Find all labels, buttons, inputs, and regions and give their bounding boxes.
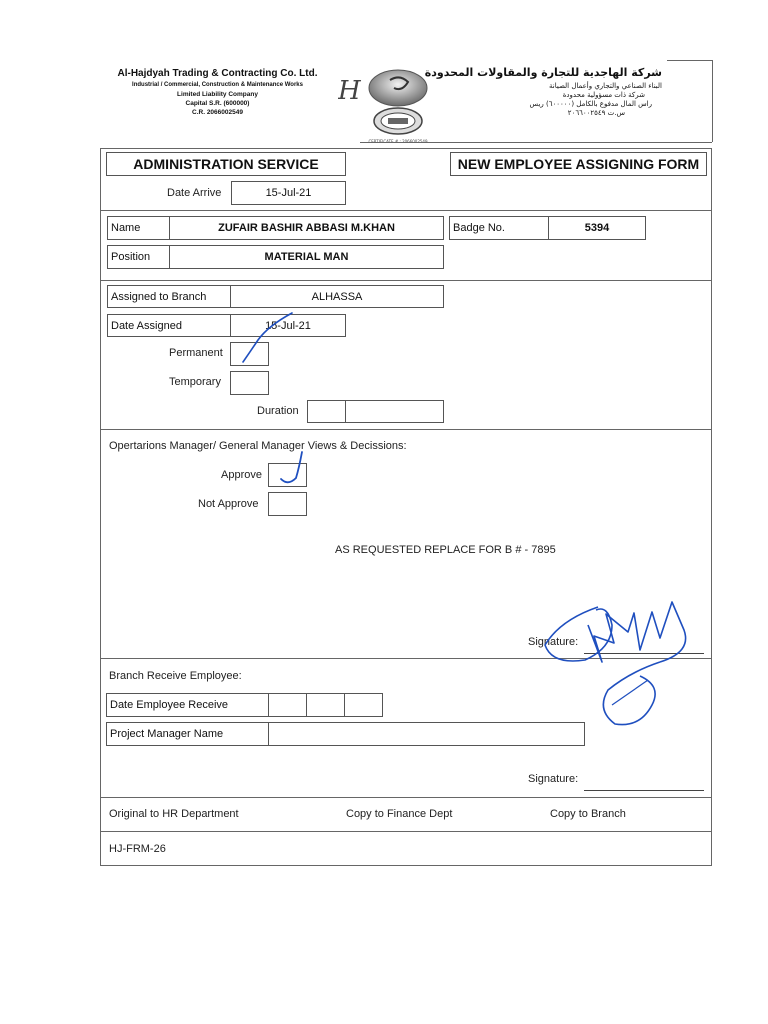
company-line2-ar: شركة ذات مسؤولية محدودة (562, 91, 645, 99)
date-arrive-field[interactable]: 15-Jul-21 (231, 181, 346, 205)
name-label: Name (107, 216, 170, 240)
badge-label: Badge No. (449, 216, 549, 240)
branch-receive-label: Branch Receive Employee: (109, 670, 242, 682)
company-line3-ar: راس المال مدفوع بالكامل (٦٠٠٠٠٠) ريس (529, 100, 652, 108)
svg-text:H: H (338, 76, 361, 106)
company-line4-en: C.R. 2066002549 (192, 109, 243, 116)
branch-field[interactable]: ALHASSA (230, 285, 444, 308)
company-line3-en: Capital S.R. (600000) (185, 100, 250, 107)
company-name-ar: شركة الهاجدية للتجارة والمقاولات المحدودة (424, 66, 662, 79)
company-line4-ar: س.ت ٢٠٦٦٠٠٢٥٤٩ (567, 109, 625, 117)
branch-label: Assigned to Branch (107, 285, 231, 308)
date-assigned-field[interactable]: 15-Jul-21 (230, 314, 346, 337)
signature-scribble (545, 602, 686, 725)
signature-label: Signature: (528, 636, 579, 648)
footer-original: Original to HR Department (109, 808, 239, 820)
date-assigned-label: Date Assigned (107, 314, 231, 337)
company-line2-en: Limited Liability Company (177, 91, 258, 98)
company-name-en: Al-Hajdyah Trading & Contracting Co. Ltd. (117, 68, 318, 79)
company-line1-en: Industrial / Commercial, Construction & Maintenance Works (132, 82, 303, 88)
not-approve-label: Not Approve (198, 498, 259, 510)
approve-label: Approve (221, 469, 262, 481)
signature2-label: Signature: (528, 773, 579, 785)
position-field[interactable]: MATERIAL MAN (169, 245, 444, 269)
date-employee-receive-label: Date Employee Receive (106, 693, 269, 717)
duration-label: Duration (257, 405, 299, 417)
footer-finance: Copy to Finance Dept (346, 808, 453, 820)
certificate-text: CERTIFICATE # : 2066002549 (368, 139, 428, 144)
ops-label: Opertarions Manager/ General Manager Views & Decissions: (109, 440, 407, 452)
section-title: ADMINISTRATION SERVICE (106, 152, 346, 176)
project-manager-label: Project Manager Name (106, 722, 269, 746)
temporary-label: Temporary (169, 376, 221, 388)
footer-branch: Copy to Branch (550, 808, 626, 820)
company-line1-ar: البناء الصناعي والتجاري وأعمال الصيانة (549, 82, 662, 90)
position-label: Position (107, 245, 170, 269)
form-code: HJ-FRM-26 (109, 843, 166, 855)
remark-text: AS REQUESTED REPLACE FOR B # - 7895 (335, 544, 556, 556)
badge-field[interactable]: 5394 (548, 216, 646, 240)
permanent-check-mark (243, 313, 292, 362)
name-field[interactable]: ZUFAIR BASHIR ABBASI M.KHAN (169, 216, 444, 240)
date-arrive-label: Date Arrive (167, 187, 222, 199)
approve-check-mark (281, 452, 302, 482)
permanent-label: Permanent (169, 347, 223, 359)
form-title: NEW EMPLOYEE ASSIGNING FORM (450, 152, 707, 176)
